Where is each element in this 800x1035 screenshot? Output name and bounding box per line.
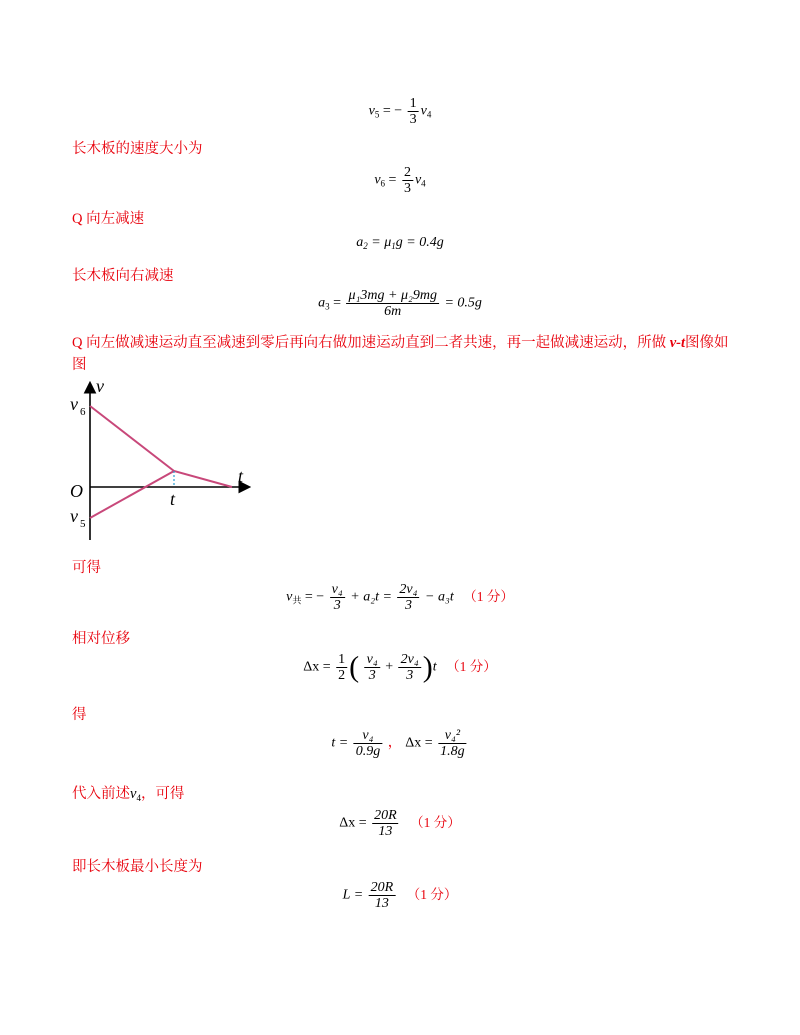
equation-v6: $v_6$ = $\frac{2}{3}$ $v_4$ — [374, 165, 426, 196]
v6-sub: 6 — [80, 406, 86, 418]
equation-relative-displacement: Δx = $\frac{1}{2}$ ( $\frac{\text{v₄}}{3}$ + $\frac{\text{2v₄}}{3}$ )t （1 分） — [303, 650, 497, 684]
equation-dx-result: Δx = $\frac{20R}{13}$ （1 分） — [339, 808, 461, 839]
text-line-2: Q 向左减速 — [72, 211, 145, 227]
origin-label: O — [70, 481, 83, 501]
text-line-4: Q 向左做减速运动直至减速到零后再向右做加速运动直到二者共速，再一起做减速运动，所做 v-t图像如图 — [72, 335, 729, 373]
text-line-9: 即长木板最小长度为 — [72, 859, 203, 875]
t-mark-label: t — [170, 489, 176, 509]
text-line-6: 相对位移 — [72, 631, 130, 647]
text-line-7: 得 — [72, 707, 87, 723]
equation-v5: $v_5$ = − $\frac{1}{3}$ $v_4$ — [368, 96, 432, 127]
text-line-8: 代入前述$v_4$，可得 — [72, 786, 185, 803]
equation-a2: $a_2 = \mu_1g = 0.4g$ — [356, 235, 444, 251]
v6-label: v — [70, 394, 78, 414]
vt-graph — [62, 378, 262, 548]
text-line-5: 可得 — [72, 560, 101, 576]
equation-v-common: $v_共$ = − $\frac{\text{v₄}}{3}$ + a₂t = $\frac{\text{2v₄}}{3}$ − a₃t （1 分） — [286, 582, 514, 613]
text-line-1: 长木板的速度大小为 — [72, 141, 203, 157]
board-velocity-line — [90, 406, 232, 487]
v5-label: v — [70, 506, 78, 526]
text-line-3: 长木板向右减速 — [72, 268, 174, 284]
axis-v-label: v — [96, 378, 104, 396]
axis-t-label: t — [238, 466, 244, 486]
equation-min-length: L = $\frac{20R}{13}$ （1 分） — [342, 880, 458, 911]
equation-t-and-dx: t = $\frac{\text{v₄}}{0.9g}$ ， Δx = $\frac{\text{v₄²}}{1.8g}$ — [331, 728, 465, 759]
q-velocity-line — [90, 471, 174, 518]
v5-sub: 5 — [80, 518, 86, 530]
equation-a3: $a_3$ = $\frac{\text{μ₁3mg + μ₂9mg}}{6m}$ = 0.5g — [318, 288, 482, 319]
